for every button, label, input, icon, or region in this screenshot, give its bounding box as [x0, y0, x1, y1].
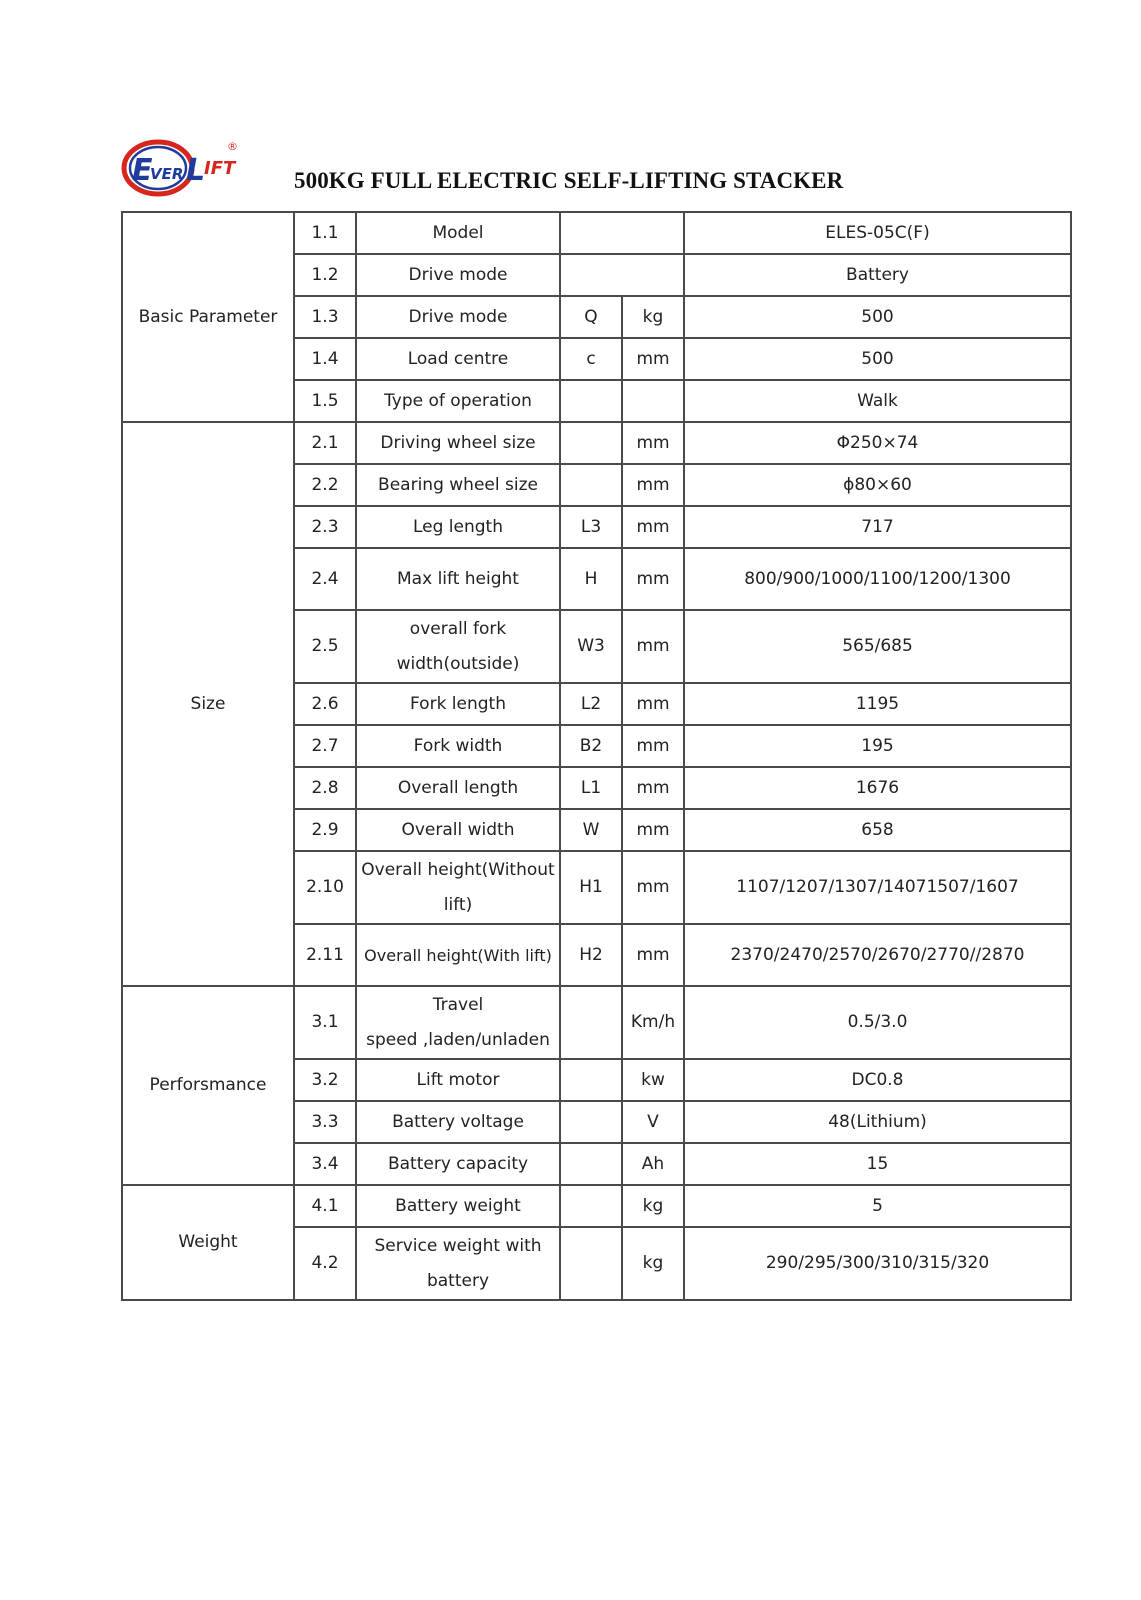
row-value: 565/685	[684, 610, 1071, 683]
table-row	[122, 422, 1071, 464]
svg-text:VER: VER	[150, 165, 184, 183]
svg-text:IFT: IFT	[204, 158, 236, 179]
row-no: 2.8	[294, 767, 356, 809]
row-no: 2.7	[294, 725, 356, 767]
row-item-line-1: Overall height(Without	[361, 859, 555, 880]
row-no: 2.4	[294, 548, 356, 610]
svg-text:L: L	[186, 153, 206, 188]
row-symbol: H2	[560, 924, 622, 986]
row-no: 1.4	[294, 338, 356, 380]
row-item	[356, 851, 560, 924]
row-value: ELES-05C(F)	[684, 212, 1071, 254]
row-value: Battery	[684, 254, 1071, 296]
row-item: Battery voltage	[356, 1101, 560, 1143]
row-symbol: H1	[560, 851, 622, 924]
table-row	[122, 1185, 1071, 1227]
row-unit: mm	[622, 610, 684, 683]
row-item: Lift motor	[356, 1059, 560, 1101]
row-value: 1195	[684, 683, 1071, 725]
row-symbol	[560, 1059, 622, 1101]
row-item: Drive mode	[356, 254, 560, 296]
row-no: 3.3	[294, 1101, 356, 1143]
row-item: Battery capacity	[356, 1143, 560, 1185]
row-no: 2.5	[294, 610, 356, 683]
row-value: 0.5/3.0	[684, 986, 1071, 1059]
row-no: 2.6	[294, 683, 356, 725]
row-no: 2.2	[294, 464, 356, 506]
row-no: 2.10	[294, 851, 356, 924]
row-item-line-2: width(outside)	[396, 653, 520, 674]
row-item: Fork width	[356, 725, 560, 767]
row-symbol	[560, 1185, 622, 1227]
row-value: Walk	[684, 380, 1071, 422]
row-item: Bearing wheel size	[356, 464, 560, 506]
row-unit: Km/h	[622, 986, 684, 1059]
row-item-line-2: lift)	[443, 894, 473, 915]
page-title: 500KG FULL ELECTRIC SELF-LIFTING STACKER	[294, 168, 844, 193]
row-item	[356, 610, 560, 683]
row-no: 2.1	[294, 422, 356, 464]
row-symbol: L3	[560, 506, 622, 548]
table-row	[122, 986, 1071, 1059]
row-unit	[622, 380, 684, 422]
row-value: Φ250×74	[684, 422, 1071, 464]
row-value: 658	[684, 809, 1071, 851]
row-item-line-2: speed ,laden/unladen	[366, 1029, 550, 1050]
row-unit: V	[622, 1101, 684, 1143]
row-no: 1.1	[294, 212, 356, 254]
row-no: 3.1	[294, 986, 356, 1059]
row-value: 1676	[684, 767, 1071, 809]
group-label-basic-parameter: Basic Parameter	[122, 212, 294, 422]
row-symbol: L2	[560, 683, 622, 725]
row-item-line-1: Travel	[432, 994, 484, 1015]
row-symbol: L1	[560, 767, 622, 809]
row-symbol-unit	[560, 212, 684, 254]
row-unit: kw	[622, 1059, 684, 1101]
group-label-weight: Weight	[122, 1185, 294, 1300]
row-symbol: W3	[560, 610, 622, 683]
row-symbol: H	[560, 548, 622, 610]
row-no: 2.9	[294, 809, 356, 851]
row-value: DC0.8	[684, 1059, 1071, 1101]
row-unit: mm	[622, 924, 684, 986]
row-item-line-2: battery	[426, 1270, 490, 1291]
row-unit: mm	[622, 851, 684, 924]
row-item: Load centre	[356, 338, 560, 380]
row-value: 717	[684, 506, 1071, 548]
row-unit: kg	[622, 1185, 684, 1227]
row-unit: mm	[622, 548, 684, 610]
row-item-line-1: Service weight with	[374, 1235, 542, 1256]
row-symbol	[560, 986, 622, 1059]
row-item: Leg length	[356, 506, 560, 548]
row-value: 5	[684, 1185, 1071, 1227]
row-no: 1.5	[294, 380, 356, 422]
group-label-size: Size	[122, 422, 294, 986]
row-unit: mm	[622, 464, 684, 506]
row-no: 2.3	[294, 506, 356, 548]
row-unit: kg	[622, 1227, 684, 1300]
row-no: 4.2	[294, 1227, 356, 1300]
row-item: Model	[356, 212, 560, 254]
row-unit: mm	[622, 422, 684, 464]
row-item: Driving wheel size	[356, 422, 560, 464]
row-unit: mm	[622, 683, 684, 725]
row-no: 1.3	[294, 296, 356, 338]
row-value: 48(Lithium)	[684, 1101, 1071, 1143]
row-no: 3.2	[294, 1059, 356, 1101]
row-item: Battery weight	[356, 1185, 560, 1227]
row-no: 1.2	[294, 254, 356, 296]
row-value: 1107/1207/1307/14071507/1607	[684, 851, 1071, 924]
row-unit: mm	[622, 506, 684, 548]
row-symbol	[560, 422, 622, 464]
row-symbol	[560, 464, 622, 506]
row-item: Type of operation	[356, 380, 560, 422]
row-value: 15	[684, 1143, 1071, 1185]
row-symbol: Q	[560, 296, 622, 338]
svg-text:E: E	[132, 153, 153, 188]
row-no: 3.4	[294, 1143, 356, 1185]
row-value: 500	[684, 338, 1071, 380]
row-unit: kg	[622, 296, 684, 338]
row-unit: mm	[622, 809, 684, 851]
row-symbol-unit	[560, 254, 684, 296]
group-label-performance: Perforsmance	[122, 986, 294, 1185]
row-item: Overall length	[356, 767, 560, 809]
row-item: Overall height(With lift)	[356, 924, 560, 986]
row-item: Drive mode	[356, 296, 560, 338]
row-symbol	[560, 380, 622, 422]
row-value: 290/295/300/310/315/320	[684, 1227, 1071, 1300]
row-value: 800/900/1000/1100/1200/1300	[684, 548, 1071, 610]
row-value: 195	[684, 725, 1071, 767]
row-item: Max lift height	[356, 548, 560, 610]
row-item-line-1: overall fork	[409, 618, 507, 639]
row-symbol	[560, 1143, 622, 1185]
row-unit: mm	[622, 725, 684, 767]
row-no: 4.1	[294, 1185, 356, 1227]
row-no: 2.11	[294, 924, 356, 986]
row-unit: Ah	[622, 1143, 684, 1185]
spec-table	[121, 211, 1072, 1301]
row-unit: mm	[622, 767, 684, 809]
svg-text:®: ®	[227, 140, 238, 153]
row-symbol: B2	[560, 725, 622, 767]
table-row	[122, 212, 1071, 254]
row-symbol: c	[560, 338, 622, 380]
row-symbol: W	[560, 809, 622, 851]
row-symbol	[560, 1101, 622, 1143]
row-item	[356, 1227, 560, 1300]
row-item	[356, 986, 560, 1059]
row-item: Overall width	[356, 809, 560, 851]
row-value: ϕ80×60	[684, 464, 1071, 506]
row-value: 2370/2470/2570/2670/2770//2870	[684, 924, 1071, 986]
row-symbol	[560, 1227, 622, 1300]
row-value: 500	[684, 296, 1071, 338]
row-item: Fork length	[356, 683, 560, 725]
everlift-logo	[120, 136, 244, 200]
row-unit: mm	[622, 338, 684, 380]
